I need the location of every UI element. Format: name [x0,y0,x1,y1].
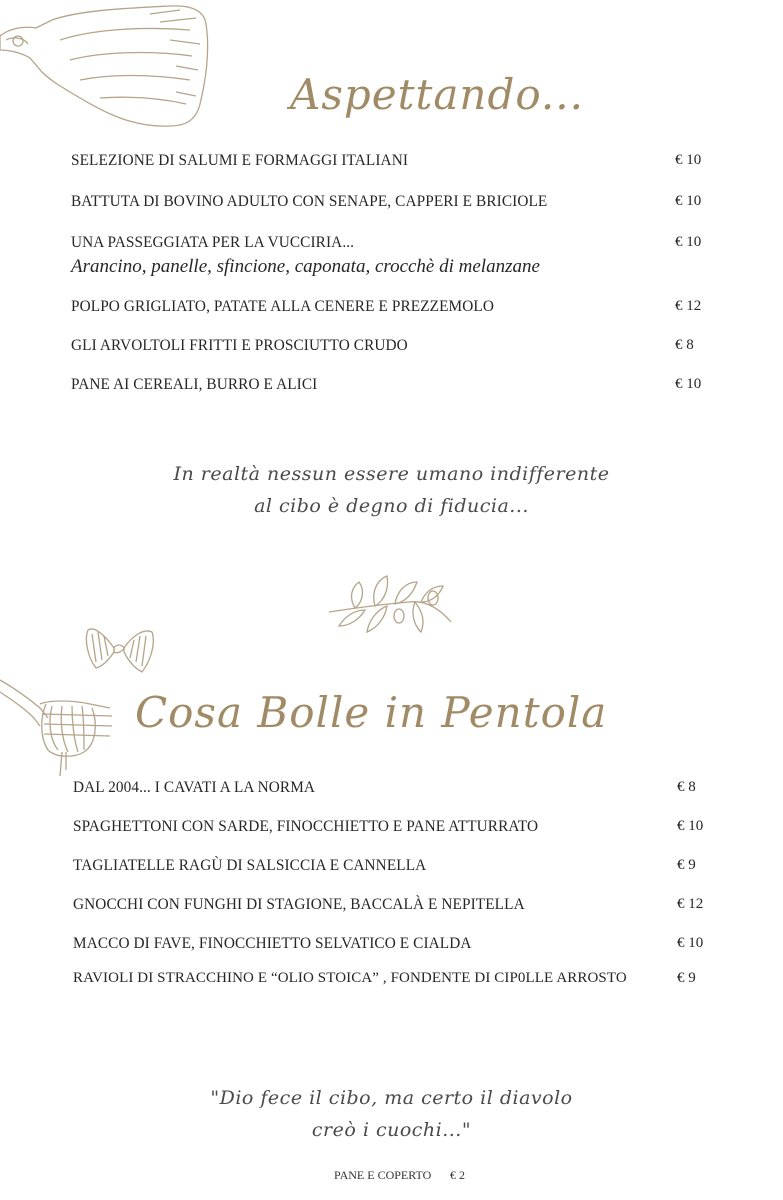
cover-charge-label: PANE E COPERTO [334,1168,432,1182]
menu-item-price: € 10 [677,935,704,951]
menu-item-price: € 9 [677,857,696,873]
menu-item-price: € 12 [675,298,702,314]
quote-line: creò i cuochi..." [311,1119,472,1141]
menu-item-name: SELEZIONE DI SALUMI E FORMAGGI ITALIANI [71,152,409,169]
menu-item-name: TAGLIATELLE RAGÙ DI SALSICCIA E CANNELLA [73,857,427,874]
menu-item-description: Arancino, panelle, sfincione, caponata, crocchè di melanzane [71,256,540,277]
quote-line: In realtà nessun essere umano indifferente [173,463,610,485]
quote-text [0,1082,783,1146]
menu-item-price: € 10 [675,193,702,209]
cutting-board-icon [0,0,215,135]
menu-item-price: € 10 [675,376,702,392]
menu-item-price: € 12 [677,896,704,912]
menu-item-name: SPAGHETTONI CON SARDE, FINOCCHIETTO E PANE ATTURRATO [73,818,539,835]
menu-item-name: GNOCCHI CON FUNGHI DI STAGIONE, BACCALÀ E NEPITELLA [73,896,525,913]
menu-item-price: € 8 [677,779,696,795]
menu-item-name: RAVIOLI DI STRACCHINO E “OLIO STOICA” , FONDENTE DI CIP0LLE ARROSTO [73,970,627,986]
section-heading-cosa-bolle: Cosa Bolle in Pentola [135,688,608,737]
quote-text [0,458,783,522]
menu-item-name: POLPO GRIGLIATO, PATATE ALLA CENERE E PREZZEMOLO [71,298,494,315]
cover-charge-price: € 2 [450,1168,465,1182]
menu-item-price: € 9 [677,970,696,986]
quote-line: "Dio fece il cibo, ma certo il diavolo [210,1087,573,1109]
menu-item-price: € 10 [675,234,702,250]
menu-item-price: € 10 [675,152,702,168]
quote-line: al cibo è degno di fiducia... [254,495,529,517]
menu-item-name: PANE AI CEREALI, BURRO E ALICI [71,376,318,393]
section-heading-aspettando: Aspettando... [290,70,584,119]
menu-item-name: GLI ARVOLTOLI FRITTI E PROSCIUTTO CRUDO [71,337,408,354]
menu-item-name: MACCO DI FAVE, FINOCCHIETTO SELVATICO E CIALDA [73,935,472,952]
menu-item-name: BATTUTA DI BOVINO ADULTO CON SENAPE, CAPPERI E BRICIOLE [71,193,548,210]
pasta-fork-icon [0,668,120,780]
olive-branch-icon [325,568,455,638]
menu-item-price: € 10 [677,818,704,834]
menu-item-name: DAL 2004... I CAVATI A LA NORMA [73,779,316,796]
menu-item-name: UNA PASSEGGIATA PER LA VUCCIRIA... [71,234,355,251]
menu-item-price: € 8 [675,337,694,353]
